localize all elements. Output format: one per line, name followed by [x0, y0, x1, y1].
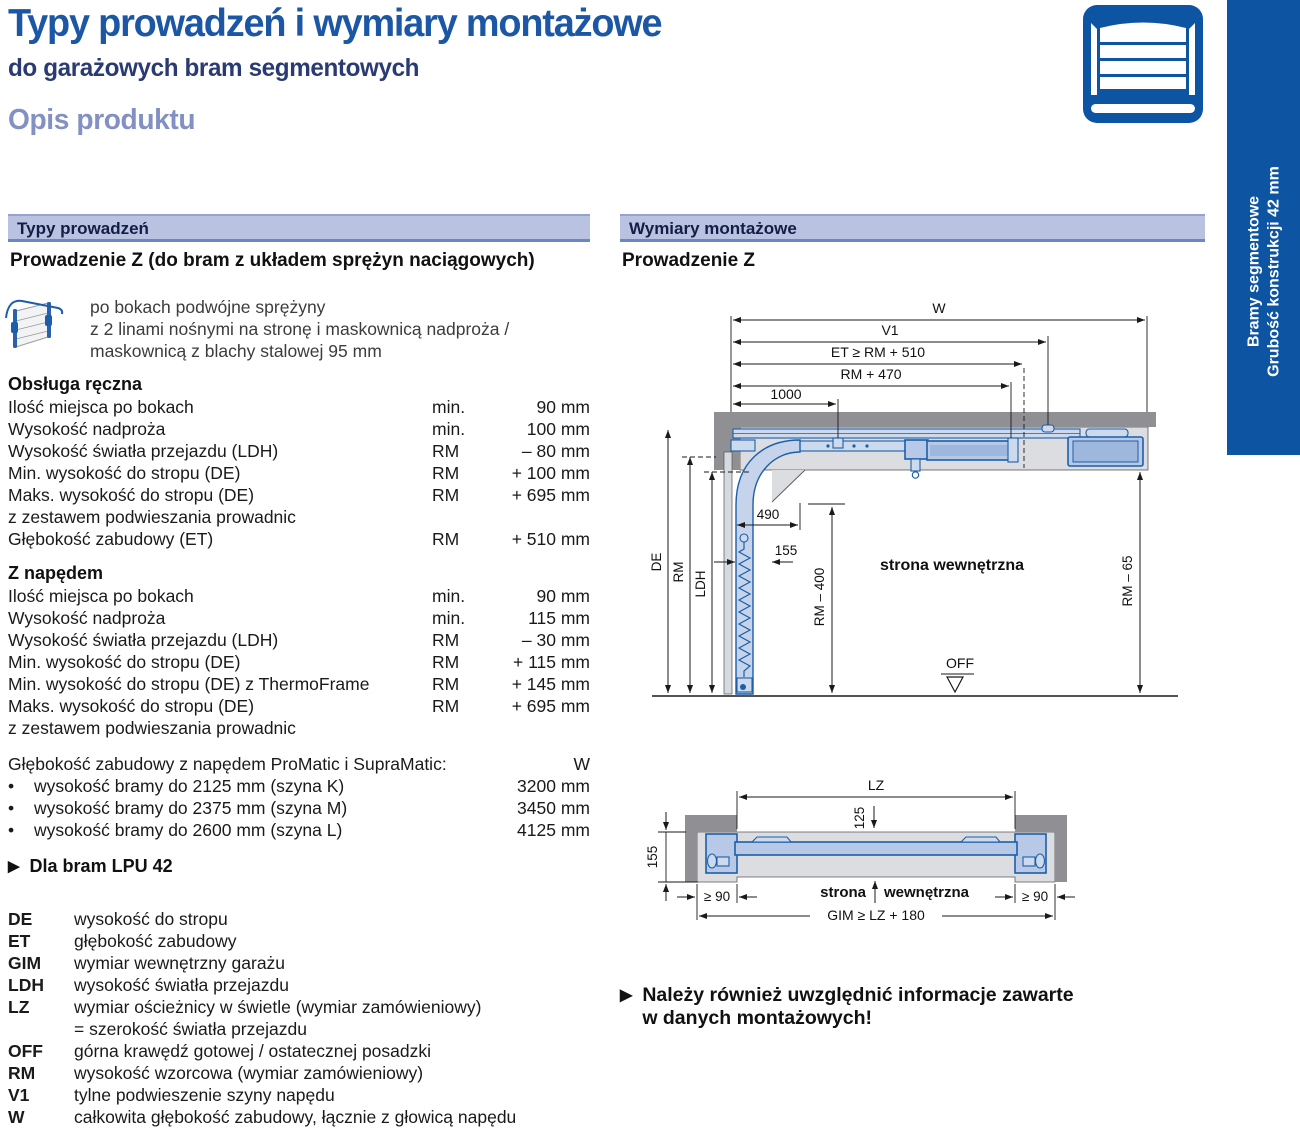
edge-tab-line2: Grubość konstrukcji 42 mm	[1265, 166, 1282, 377]
arrow-right-icon: ▶	[8, 858, 20, 875]
hanger-bracket	[833, 438, 843, 448]
table-row	[8, 717, 590, 739]
table-row	[8, 506, 590, 528]
edge-tab-text	[1245, 52, 1284, 492]
legend-term: ET	[8, 931, 31, 951]
legend-row	[8, 1062, 590, 1084]
depth-col-label: W	[573, 754, 590, 774]
abbreviation-legend	[8, 908, 590, 1128]
legend-desc: wysokość do stropu	[74, 909, 228, 929]
side-section-diagram	[620, 290, 1212, 720]
dim-90-left: ≥ 90	[703, 889, 731, 904]
dim-1000: 1000	[770, 386, 802, 402]
spec-value: 115 mm	[528, 608, 590, 628]
spec-value: + 115 mm	[513, 652, 590, 672]
table-row	[8, 440, 590, 462]
manual-section-title: Obsługa ręczna	[8, 374, 143, 394]
dim-125: 125	[852, 806, 867, 830]
depth-item-value: 3200 mm	[517, 776, 590, 796]
dim-ldh: LDH	[693, 570, 708, 598]
operator-depth-block	[8, 753, 590, 841]
spec-label: Min. wysokość do stropu (DE)	[8, 652, 241, 672]
table-row	[8, 585, 590, 607]
spec-label: Min. wysokość do stropu (DE)	[8, 463, 241, 483]
legend-desc: tylne podwieszenie szyny napędu	[74, 1085, 335, 1105]
dim-rm470: RM + 470	[840, 366, 902, 382]
spec-label: Wysokość nadproża	[8, 608, 166, 628]
legend-row	[8, 974, 590, 996]
dim-490: 490	[756, 507, 780, 522]
sectional-door-icon	[1083, 5, 1203, 123]
spec-value: + 510 mm	[511, 529, 590, 549]
depth-item-label: wysokość bramy do 2125 mm (szyna K)	[34, 776, 345, 796]
powered-section-title: Z napędem	[8, 563, 104, 583]
spec-label: Ilość miejsca po bokach	[8, 397, 194, 417]
legend-desc: głębokość zabudowy	[74, 931, 237, 951]
spec-value: + 100 mm	[511, 463, 590, 483]
legend-desc: = szerokość światła przejazdu	[74, 1019, 307, 1039]
dim-w: W	[932, 300, 946, 316]
depth-item-label: wysokość bramy do 2375 mm (szyna M)	[34, 798, 348, 818]
spec-label: Maks. wysokość do stropu (DE)	[8, 485, 255, 505]
track-z-heading: Prowadzenie Z (do bram z układem sprężyn naciągowych)	[10, 250, 535, 271]
legend-row	[8, 996, 590, 1018]
mounting-data-note	[620, 984, 1180, 1030]
list-item	[8, 797, 590, 819]
manual-spec-table	[8, 396, 590, 550]
legend-desc: wymiar wewnętrzny garażu	[74, 953, 286, 973]
description-line: z 2 linami nośnymi na stronę i maskownicą nadproża /	[90, 319, 510, 339]
legend-term: W	[8, 1107, 25, 1127]
spec-qualifier: RM	[432, 463, 460, 483]
table-row	[8, 418, 590, 440]
spec-qualifier: RM	[432, 630, 460, 650]
table-row	[8, 607, 590, 629]
legend-term: DE	[8, 909, 33, 929]
note-line1: Należy również uwzględnić informacje zawarte	[642, 984, 1074, 1006]
lpu-note-text: Dla bram LPU 42	[29, 856, 173, 876]
description-line: po bokach podwójne sprężyny	[90, 297, 326, 317]
section-label: Opis produktu	[8, 104, 196, 136]
legend-desc: wymiar ościeżnicy w świetle (wymiar zamówieniowy)	[74, 997, 482, 1017]
dim-lz: LZ	[867, 777, 885, 793]
plan-view-diagram	[620, 758, 1212, 933]
dim-rm65: RM – 65	[1120, 555, 1135, 607]
legend-row	[8, 908, 590, 930]
mounting-data-note-text	[642, 984, 1073, 1030]
section-header-track-types: Typy prowadzeń	[8, 214, 590, 242]
bullet: •	[8, 776, 15, 796]
interior-label: strona wewnętrzna	[879, 557, 1025, 574]
dim-90-right: ≥ 90	[1021, 889, 1049, 904]
legend-row	[8, 1084, 590, 1106]
spec-label: Maks. wysokość do stropu (DE)	[8, 696, 255, 716]
table-row	[8, 695, 590, 717]
table-row	[8, 629, 590, 651]
spec-qualifier	[432, 717, 494, 739]
door-panel-plan	[735, 842, 1017, 855]
legend-term: OFF	[8, 1041, 43, 1061]
spec-qualifier: RM	[432, 652, 460, 672]
spring-pulley	[740, 534, 748, 542]
dim-155: 155	[645, 845, 660, 869]
page-title: Typy prowadzeń i wymiary montażowe	[8, 2, 662, 45]
track-z-description	[90, 296, 509, 362]
arrow-right-icon: ▶	[620, 987, 633, 1004]
legend-row	[8, 1018, 590, 1040]
operator-trolley	[905, 440, 928, 459]
depth-heading-row	[8, 753, 590, 775]
dim-rm400: RM – 400	[812, 567, 827, 627]
wall-and-frame	[685, 815, 1067, 882]
description-line: maskownicą z blachy stalowej 95 mm	[90, 341, 382, 361]
legend-term: LDH	[8, 975, 44, 995]
list-item	[8, 819, 590, 841]
spec-qualifier: RM	[432, 441, 460, 461]
off-label: OFF	[946, 655, 974, 671]
table-row	[8, 673, 590, 695]
legend-term: GIM	[8, 953, 42, 973]
spec-qualifier: min.	[432, 586, 466, 606]
legend-term: LZ	[8, 997, 30, 1017]
dim-155: 155	[774, 543, 798, 558]
spec-label: Wysokość nadproża	[8, 419, 166, 439]
edge-tab	[1227, 0, 1300, 455]
spec-value: + 695 mm	[511, 696, 590, 716]
legend-desc: górna krawędź gotowej / ostatecznej posadzki	[74, 1041, 432, 1061]
dim-gim: GIM ≥ LZ + 180	[827, 907, 925, 923]
lpu-note	[8, 856, 173, 878]
section-header-mounting-dims: Wymiary montażowe	[620, 214, 1205, 242]
table-row	[8, 396, 590, 418]
spec-qualifier: min.	[432, 608, 466, 628]
mounting-z-heading: Prowadzenie Z	[622, 250, 756, 271]
list-item	[8, 775, 590, 797]
legend-desc: całkowita głębokość zabudowy, łącznie z głowicą napędu	[74, 1107, 517, 1127]
legend-desc: wysokość światła przejazdu	[74, 975, 289, 995]
interior-label-b: wewnętrzna	[884, 884, 970, 901]
spec-value	[494, 717, 590, 739]
interior-label-a: strona	[820, 884, 866, 901]
legend-row	[8, 952, 590, 974]
bullet: •	[8, 820, 15, 840]
spec-label: z zestawem podwieszania prowadnic	[8, 507, 296, 527]
dim-v1: V1	[881, 322, 899, 338]
spec-value	[494, 506, 590, 528]
spec-value: – 30 mm	[521, 630, 590, 650]
spec-qualifier: RM	[432, 529, 460, 549]
table-row	[8, 484, 590, 506]
floor-level-symbol	[941, 655, 974, 692]
spec-label: Głębokość zabudowy (ET)	[8, 529, 214, 549]
z-track-icon	[2, 293, 66, 355]
spec-label: Wysokość światła przejazdu (LDH)	[8, 630, 279, 650]
spec-qualifier: RM	[432, 485, 460, 505]
table-row	[8, 528, 590, 550]
spec-label: z zestawem podwieszania prowadnic	[8, 718, 296, 738]
legend-term: RM	[8, 1063, 36, 1083]
spec-qualifier: RM	[432, 696, 460, 716]
spec-qualifier: min.	[432, 397, 466, 417]
spec-value: – 80 mm	[521, 441, 590, 461]
table-row	[8, 651, 590, 673]
table-row	[8, 462, 590, 484]
spec-value: + 695 mm	[511, 485, 590, 505]
powered-spec-table	[8, 585, 590, 739]
spec-value: + 145 mm	[511, 674, 590, 694]
depth-item-value: 3450 mm	[517, 798, 590, 818]
depth-item-label: wysokość bramy do 2600 mm (szyna L)	[34, 820, 343, 840]
spec-label: Min. wysokość do stropu (DE) z ThermoFrame	[8, 674, 370, 694]
legend-row	[8, 1040, 590, 1062]
spec-value: 100 mm	[526, 419, 590, 439]
dim-et: ET ≥ RM + 510	[830, 344, 926, 360]
legend-row	[8, 930, 590, 952]
depth-heading: Głębokość zabudowy z napędem ProMatic i SupraMatic:	[8, 754, 447, 774]
bullet: •	[8, 798, 15, 818]
edge-tab-line1: Bramy segmentowe	[1245, 195, 1263, 348]
spec-value: 90 mm	[536, 397, 590, 417]
spec-label: Wysokość światła przejazdu (LDH)	[8, 441, 279, 461]
rear-suspension-clip	[1042, 425, 1054, 432]
depth-item-value: 4125 mm	[517, 820, 590, 840]
door-panel	[724, 452, 732, 694]
legend-desc: wysokość wzorcowa (wymiar zamówieniowy)	[74, 1063, 424, 1083]
legend-term	[8, 1018, 74, 1040]
note-line2: w danych montażowych!	[642, 1007, 873, 1029]
spec-qualifier	[432, 506, 494, 528]
page-subtitle: do garażowych bram segmentowych	[8, 54, 420, 82]
legend-term: V1	[8, 1085, 30, 1105]
spec-value: 90 mm	[536, 586, 590, 606]
dim-rm: RM	[671, 561, 686, 583]
spec-label: Ilość miejsca po bokach	[8, 586, 194, 606]
legend-row	[8, 1106, 590, 1128]
spec-qualifier: min.	[432, 419, 466, 439]
spec-qualifier: RM	[432, 674, 460, 694]
dim-de: DE	[649, 552, 664, 572]
